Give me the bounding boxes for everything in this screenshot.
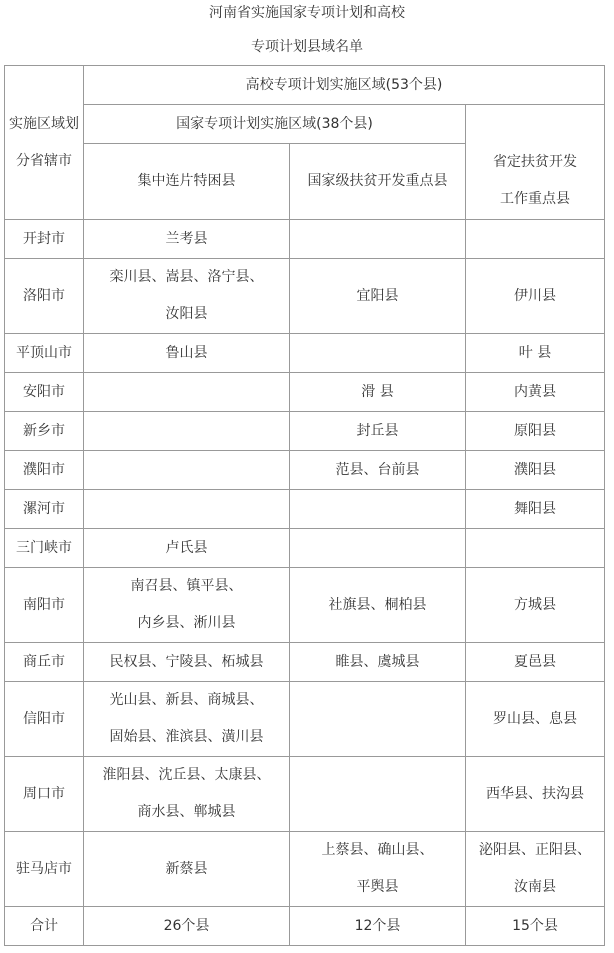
county-line: 栾川县、嵩县、洛宁县、 bbox=[109, 269, 264, 285]
city-cell: 漯河市 bbox=[5, 490, 84, 529]
county-line: 鲁山县 bbox=[165, 344, 208, 361]
table-row bbox=[5, 451, 605, 490]
county-line: 伊川县 bbox=[514, 287, 557, 304]
county-line: 固始县、淮滨县、潢川县 bbox=[109, 729, 264, 745]
county-line: 泌阳县、正阳县、 bbox=[479, 842, 592, 858]
county-line: 罗山县、息县 bbox=[493, 710, 578, 727]
table-row bbox=[5, 643, 605, 682]
county-cell-b bbox=[290, 451, 466, 490]
county-cell-b bbox=[290, 412, 466, 451]
county-cell-b bbox=[290, 259, 466, 334]
county-line: 商水县、郸城县 bbox=[137, 804, 236, 820]
county-cell-a bbox=[84, 451, 290, 490]
county-list-table bbox=[4, 65, 605, 946]
table-row bbox=[5, 682, 605, 757]
county-line: 汝阳县 bbox=[165, 306, 208, 322]
table-row bbox=[5, 568, 605, 643]
city-cell: 驻马店市 bbox=[5, 832, 84, 907]
header-spacer bbox=[466, 105, 605, 144]
county-line: 平舆县 bbox=[356, 879, 399, 895]
county-cell-b bbox=[290, 373, 466, 412]
total-b: 12个县 bbox=[290, 907, 466, 946]
total-row bbox=[5, 907, 605, 946]
county-cell-c bbox=[466, 334, 605, 373]
county-line: 新蔡县 bbox=[165, 860, 208, 877]
city-cell: 南阳市 bbox=[5, 568, 84, 643]
county-cell-c bbox=[466, 568, 605, 643]
county-cell-c bbox=[466, 259, 605, 334]
col-header-provincial-line2: 工作重点县 bbox=[500, 191, 571, 208]
county-cell-a bbox=[84, 682, 290, 757]
county-cell-a bbox=[84, 529, 290, 568]
county-line: 宜阳县 bbox=[356, 287, 399, 304]
county-cell-b bbox=[290, 643, 466, 682]
city-cell: 三门峡市 bbox=[5, 529, 84, 568]
county-line: 兰考县 bbox=[165, 230, 208, 247]
col-header-provincial-line1: 省定扶贫开发 bbox=[493, 154, 578, 171]
corner-header-line1: 实施区域划 bbox=[9, 115, 79, 132]
county-cell-a bbox=[84, 568, 290, 643]
total-a: 26个县 bbox=[84, 907, 290, 946]
county-line: 范县、台前县 bbox=[335, 461, 420, 478]
table-row bbox=[5, 412, 605, 451]
county-cell-a bbox=[84, 757, 290, 832]
county-cell-b bbox=[290, 568, 466, 643]
county-line: 内乡县、淅川县 bbox=[137, 615, 236, 631]
corner-header bbox=[5, 66, 84, 220]
county-cell-c bbox=[466, 529, 605, 568]
county-line: 内黄县 bbox=[514, 383, 557, 400]
document-title-line2: 专项计划县域名单 bbox=[251, 39, 363, 55]
university-region-header: 高校专项计划实施区域(53个县) bbox=[84, 66, 605, 105]
city-cell: 濮阳市 bbox=[5, 451, 84, 490]
county-line: 光山县、新县、商城县、 bbox=[109, 692, 264, 708]
col-header-contiguous-poverty: 集中连片特困县 bbox=[84, 144, 290, 220]
county-line: 濮阳县 bbox=[514, 461, 557, 478]
county-cell-b bbox=[290, 490, 466, 529]
table-row bbox=[5, 832, 605, 907]
county-line: 舞阳县 bbox=[514, 500, 557, 517]
county-cell-c bbox=[466, 757, 605, 832]
county-cell-a bbox=[84, 490, 290, 529]
county-cell-a bbox=[84, 412, 290, 451]
county-cell-a bbox=[84, 259, 290, 334]
table-row bbox=[5, 259, 605, 334]
total-label: 合计 bbox=[5, 907, 84, 946]
city-cell: 商丘市 bbox=[5, 643, 84, 682]
county-cell-c bbox=[466, 682, 605, 757]
county-line: 滑 县 bbox=[361, 383, 394, 400]
county-cell-a bbox=[84, 643, 290, 682]
total-c: 15个县 bbox=[466, 907, 605, 946]
county-cell-b bbox=[290, 682, 466, 757]
county-line: 淮阳县、沈丘县、太康县、 bbox=[102, 767, 271, 783]
county-line: 南召县、镇平县、 bbox=[130, 578, 243, 594]
col-header-national-key: 国家级扶贫开发重点县 bbox=[290, 144, 466, 220]
city-cell: 信阳市 bbox=[5, 682, 84, 757]
county-line: 汝南县 bbox=[514, 879, 557, 895]
county-cell-a bbox=[84, 832, 290, 907]
county-line: 原阳县 bbox=[514, 422, 557, 439]
county-cell-a bbox=[84, 373, 290, 412]
county-line: 方城县 bbox=[514, 596, 557, 613]
city-cell: 新乡市 bbox=[5, 412, 84, 451]
county-line: 叶 县 bbox=[518, 344, 552, 361]
city-cell: 安阳市 bbox=[5, 373, 84, 412]
county-cell-b bbox=[290, 757, 466, 832]
city-cell: 周口市 bbox=[5, 757, 84, 832]
col-header-provincial-key bbox=[466, 144, 605, 220]
county-line: 卢氏县 bbox=[165, 539, 208, 556]
table-row bbox=[5, 334, 605, 373]
city-cell: 开封市 bbox=[5, 220, 84, 259]
county-cell-a bbox=[84, 220, 290, 259]
county-cell-b bbox=[290, 220, 466, 259]
city-cell: 洛阳市 bbox=[5, 259, 84, 334]
county-line: 睢县、虞城县 bbox=[335, 653, 420, 670]
county-cell-b bbox=[290, 529, 466, 568]
county-cell-c bbox=[466, 412, 605, 451]
county-cell-c bbox=[466, 220, 605, 259]
county-cell-c bbox=[466, 832, 605, 907]
county-line: 社旗县、桐柏县 bbox=[328, 596, 427, 613]
table-row bbox=[5, 529, 605, 568]
county-cell-b bbox=[290, 334, 466, 373]
county-line: 夏邑县 bbox=[514, 653, 557, 670]
table-row bbox=[5, 757, 605, 832]
county-line: 上蔡县、确山县、 bbox=[321, 842, 434, 858]
county-line: 封丘县 bbox=[356, 422, 399, 439]
county-cell-c bbox=[466, 451, 605, 490]
county-line: 西华县、扶沟县 bbox=[486, 785, 585, 802]
table-row bbox=[5, 490, 605, 529]
table-row bbox=[5, 220, 605, 259]
county-cell-b bbox=[290, 832, 466, 907]
city-cell: 平顶山市 bbox=[5, 334, 84, 373]
national-region-header: 国家专项计划实施区域(38个县) bbox=[84, 105, 466, 144]
county-cell-c bbox=[466, 643, 605, 682]
county-cell-c bbox=[466, 490, 605, 529]
county-cell-c bbox=[466, 373, 605, 412]
county-line: 民权县、宁陵县、柘城县 bbox=[109, 653, 264, 670]
table-row bbox=[5, 373, 605, 412]
county-cell-a bbox=[84, 334, 290, 373]
corner-header-line2: 分省辖市 bbox=[16, 152, 72, 169]
document-title-line1: 河南省实施国家专项计划和高校 bbox=[209, 5, 405, 21]
